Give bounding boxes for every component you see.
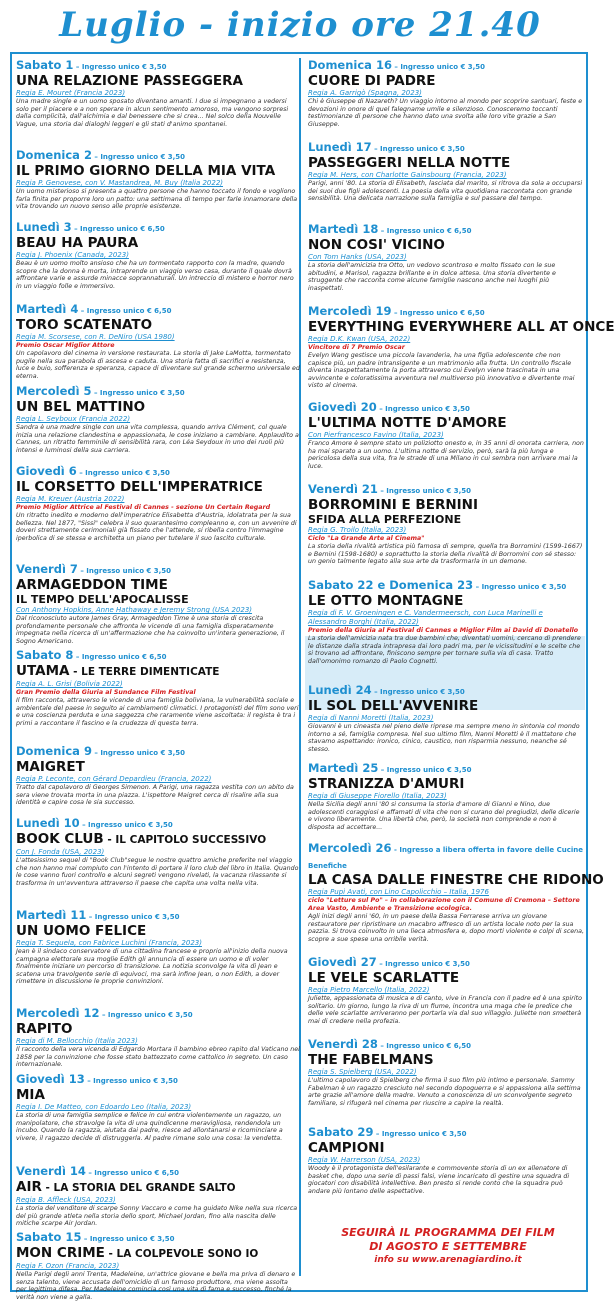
- film-date-label: Giovedì 13: [16, 1072, 85, 1086]
- film-date-label: Sabato 22 e Domenica 23: [308, 578, 474, 592]
- film-date: [16, 744, 300, 760]
- film-description: La storia di una famiglia semplice e felice in cui entra violentemente un ragazzo, un manipolatore, che stravolge la vita di una quindicenne meravigliosa, rendendola un incubo. Quando la ragazza, aiutata dai padre, riesce ad allontanarsi e ricominciare a vivere, il ragazzo decide di distruggerla. Al padre rimane solo una cosa: la vendetta.: [16, 1112, 283, 1142]
- film-title-text: LA CASA DALLE FINESTRE CHE RIDONO: [308, 872, 604, 888]
- film-date-label: Domenica 9: [16, 744, 92, 758]
- film-entry: [308, 578, 584, 683]
- film-title-text: STRANIZZA D'AMURI: [308, 776, 465, 792]
- film-credit: Regia M. Kreuer (Austria 2022): [16, 495, 125, 503]
- film-title: [308, 872, 604, 888]
- film-entry: [308, 683, 584, 761]
- film-title: [16, 578, 300, 593]
- film-credit: Con J. Fonda (USA, 2023): [16, 848, 105, 856]
- film-date: [16, 1164, 300, 1180]
- film-title-text: IL CORSETTO DELL'IMPERATRICE: [16, 479, 263, 495]
- film-description: Evelyn Wang gestisce una piccola lavanderia, ha una figlia adolescente che non capisce più, un padre intransigente e un matrimonio alla frutta. Un controllo fiscale diventa inaspettatamente la porta attraverso cui Evelyn viene trascinata in una avvincente e coloratissima avventura nel multiverso più innovativo e divertente mai visto al cinema.: [308, 352, 575, 390]
- film-price: – Ingresso unico € 3,50: [373, 1130, 467, 1138]
- film-entry: [16, 384, 300, 464]
- film-description: Agli inizi degli anni '60, in un paese della Bassa Ferrarese arriva un giovane restauratore per ripristinare un macabro affresco di un artista locale noto per la sua pazzia. Si trova coinvolto in una lieca atmosfera e, dopo morti violente e colpi di scena, scopre a sue spese una orribile verità.: [308, 913, 585, 943]
- film-price: – Ingresso unico € 6,50: [377, 1042, 472, 1050]
- film-title: [16, 318, 300, 333]
- film-entry: [16, 744, 300, 816]
- film-entry: [16, 816, 300, 908]
- film-description: Tratto dal capolavoro di Georges Simenon. A Parigi, una ragazza vestita con un abito da sera viene trovata morta in una piazza. L'ispettore Maigret cerca di risalire alla sua identità e capire cosa le sia successo.: [16, 784, 294, 807]
- film-title-text: CUORE DI PADRE: [308, 73, 436, 89]
- film-price: – Ingresso unico € 6,50: [85, 1169, 180, 1177]
- film-title: [308, 699, 584, 714]
- film-credit: Regia F. Ozon (Francia, 2023): [16, 1262, 120, 1270]
- film-date: [308, 955, 584, 971]
- film-title: [16, 480, 300, 495]
- film-subtitle: - LA COLPEVOLE SONO IO: [104, 1248, 259, 1260]
- film-title: [16, 1022, 300, 1037]
- film-price: – Ingresso unico € 6,50: [78, 307, 172, 315]
- film-price: – Ingresso unico € 6,50: [378, 227, 472, 235]
- film-credit: Regia B. Affleck (USA, 2023): [16, 1196, 116, 1204]
- film-date-label: Sabato 29: [308, 1125, 374, 1139]
- film-title: [308, 1141, 584, 1156]
- film-description: Juliette, appassionata di musica e di canto, vive in Francia con il padre ed è una spirito solitario. Un giorno, lungo la riva di un fiume, incontra una maga che le predice che delle vele scarlatte arriveranno per portarla via dal suo villaggio. Juliette non smetterà mai di credere nella profezia.: [308, 995, 582, 1025]
- film-title: [16, 400, 300, 415]
- film-credit: Regia E. Mouret (Francia 2023): [16, 89, 126, 97]
- film-date-label: Lunedì 24: [308, 683, 372, 697]
- film-date-label: Giovedì 20: [308, 400, 377, 414]
- film-date: [308, 578, 584, 594]
- film-credit: Regia G. Troilo (Italia, 2023): [308, 526, 407, 534]
- film-entry: [308, 58, 584, 140]
- film-price: – Ingresso unico € 3,50: [473, 583, 567, 591]
- film-title: [16, 924, 300, 939]
- film-title-text: BORROMINI E BERNINI: [308, 497, 478, 513]
- film-date-label: Martedì 25: [308, 761, 379, 775]
- film-title: [16, 74, 300, 89]
- film-title-text: CAMPIONI: [308, 1140, 385, 1156]
- film-date: [16, 148, 300, 164]
- film-date-label: Mercoledì 12: [16, 1006, 100, 1020]
- film-title-text: TORO SCATENATO: [16, 317, 153, 333]
- film-title-text: PASSEGGERI NELLA NOTTE: [308, 155, 511, 171]
- film-description: Nella Sicilia degli anni '80 si consuma la storia d'amore di Gianni e Nino, due adolescenti coraggiosi e affamati di vita che non si curano dei pregiudizi, delle dicerie e vivono liberamente. Una libertà che, però, la società non comprende e non è disposta ad accettare...: [308, 801, 580, 831]
- film-title-text: EVERYTHING EVERYWHERE ALL AT ONCE: [308, 319, 615, 335]
- film-date-label: Venerdì 7: [16, 562, 78, 576]
- film-title-text: AIR: [16, 1179, 42, 1195]
- film-credit: Regia D.K. Kwan (USA, 2022): [308, 335, 411, 343]
- film-title: [16, 1088, 300, 1103]
- film-date: [16, 908, 300, 924]
- film-title-text: LE VELE SCARLATTE: [308, 970, 460, 986]
- film-credit: Regia W. Harrerson (USA, 2023): [308, 1156, 421, 1164]
- film-credit: Regia A. L. Grisi (Bolivia 2022): [16, 680, 123, 688]
- film-title: [308, 777, 584, 792]
- film-date-label: Venerdì 21: [308, 482, 378, 496]
- film-date-label: Venerdì 28: [308, 1037, 378, 1051]
- film-date-label: Domenica 2: [16, 148, 92, 162]
- film-description: L'attesissimo sequel di "Book Club"segue le nostre quattro amiche preferite nel viaggio che non hanno mai compiuto con l'intento di portare il loro club del libro in Italia. Quando le cose vanno fuori controllo e alcuni segreti vengono rivelati, la vacanza rilassante si trasforma in un'avventura attraverso il paese che capita una volta nella vita.: [16, 857, 299, 887]
- film-description: Nella Parigi degli anni Trenta, Madeleine, un'attrice giovane e bella ma priva di denaro e senza talento, viene accusata dell'omicidio di un famoso produttore, ma viene assolta per legittima difesa. Per Madeleine comincia così una vita di fama e successo, finché la verità non viene a galla.: [16, 1271, 296, 1301]
- film-date-label: Sabato 8: [16, 648, 74, 662]
- film-title: [308, 1053, 584, 1068]
- film-entry: [308, 1125, 584, 1213]
- film-date: [308, 683, 584, 699]
- film-description: La storia dell'amicizia tra Otto, un vedovo scontroso e molto fissato con le sue abitudini, e Marisol, ragazza brillante e in dolce attesa. Una storia divertente e struggente che racconta come alcune famiglie nascono anche nei luoghi più inaspettati.: [308, 262, 556, 292]
- film-credit: Regia M. Scorsese, con R. DeNiro (USA 1980): [16, 333, 175, 341]
- film-price: – Ingresso unico € 3,50: [376, 960, 470, 968]
- film-description: Un capolavoro del cinema in versione restaurata. La storia di Jake LaMotta, tormentato pugile nella sua parabola di ascesa e caduta. Una storia fatta di sacrifici e resistenza, luce e buio, sofferenza e speranza, capace di diventare sul grande schermo universale ed eterna.: [16, 350, 300, 380]
- film-award: Gran Premio della Giuria al Sundance Film Festival: [16, 689, 196, 696]
- film-date: [308, 482, 584, 498]
- film-description: Una madre single e un uomo sposato diventano amanti. I due si impegnano a vedersi solo per il piacere e a non sperare in alcun sentimento amoroso, ma vengono sorpresi dalla complicità, dall'alchimia e dal benessere che si crea... Nel solco della Nouvelle Vague, una storia dai dialoghi leggeri e gli stati d'animo spontanei.: [16, 98, 289, 128]
- film-credit: Regia P. Genovese, con V. Mastandrea, M. Buy (Italia 2022): [16, 179, 224, 187]
- film-credit: Con Pierfrancesco Favino (Italia, 2023): [308, 431, 444, 439]
- film-title: [308, 416, 584, 431]
- film-price: – Ingresso unico € 3,50: [91, 749, 186, 757]
- right-column: [308, 58, 615, 1288]
- film-entry: [16, 148, 300, 220]
- film-credit: Regia di M. Bellocchio (Italia 2023): [16, 1037, 138, 1045]
- film-credit-cont: Alessandro Borghi (Italia, 2022): [308, 618, 419, 626]
- film-title: [308, 319, 615, 335]
- film-description: La storia dell'amicizia nata tra due bambini che, diventati uomini, cercano di prendere le distanze dalla strada intrapresa dai loro padri ma, per le vicissitudini e le scelte che si trovano ad affrontare, finiscono sempre per tornare sulla via di casa. Tratto dall'omonimo romanzo di Paolo Cognetti.: [308, 635, 581, 665]
- film-title: [16, 832, 300, 848]
- film-date-label: Venerdì 14: [16, 1164, 86, 1178]
- film-price: – Ingresso unico € 3,50: [376, 405, 470, 413]
- film-title: [308, 156, 584, 171]
- left-column: [16, 58, 300, 1301]
- page-title: Luglio - inizio ore 21.40: [59, 5, 541, 45]
- film-credit: Regia di F. V. Groeningen e C. Vandermeersch, con Luca Marinelli e: [308, 609, 543, 617]
- film-entry: [308, 761, 584, 841]
- film-date-label: Martedì 4: [16, 302, 79, 316]
- film-entry: [16, 562, 300, 648]
- film-price: – Ingresso unico € 3,50: [91, 389, 185, 397]
- film-credit: Con Tom Hanks (USA, 2023): [308, 253, 407, 261]
- film-date-label: Lunedì 17: [308, 140, 372, 154]
- film-title-text: MAIGRET: [16, 759, 85, 775]
- film-title-text: UN UOMO FELICE: [16, 923, 147, 939]
- film-date: [308, 400, 584, 416]
- film-date: [16, 648, 300, 664]
- film-award: ciclo "Letture sul Po" – in collaborazione con il Comune di Cremona – Settore Area Vasto, Ambiente e Transizione ecologica.: [308, 897, 580, 912]
- film-price: – Ingresso unico € 3,50: [371, 145, 465, 153]
- film-date: [16, 816, 300, 832]
- film-date: [16, 58, 300, 74]
- film-title-text: THE FABELMANS: [308, 1052, 434, 1068]
- film-description: Giovanni è un cineasta nel pieno delle riprese ma sempre meno in sintonia col mondo intorno a sé, famiglia compresa. Nel suo ultimo film, Nanni Moretti è il mattatore che stavamo aspettando: ironico, cinico, caustico, non risparmia nessuno, neanche sé stesso.: [308, 723, 580, 753]
- film-title-text: UTAMA: [16, 663, 70, 679]
- film-award: Vincitore di 7 Premio Oscar: [308, 344, 405, 351]
- film-date-label: Giovedì 6: [16, 464, 77, 478]
- film-credit: Regia A. Garrigò (Spagna, 2023): [308, 89, 422, 97]
- film-description: Un ritratto inedito e moderno dell'imperatrice Elisabetta d'Austria, idolatrata per la sua bellezza. Nel 1877, "Sissi" celebra il suo quarantesimo compleanno e, con un avvenire di doveri strettamente cerimoniali già fissato che l'attende, si ribella contro l'immagine iperbolica di se stessa e architetta un piano per tutelare il suo lascito culturale.: [16, 512, 297, 542]
- film-date: [308, 140, 584, 156]
- film-title: [308, 594, 584, 609]
- film-description: Parigi, anni '80. La storia di Elisabeth, lasciata dal marito, si ritrova da sola a occuparsi dei suoi due figli adolescenti. La poesia della vita quotidiana raccontata con grande sensibilità. Una delicata narrazione sulla famiglia e sul passare del tempo.: [308, 180, 583, 203]
- film-description: Franco Amore è sempre stato un poliziotto onesto e, in 35 anni di onorata carriera, non ha mai sparato a un uomo. L'ultima notte di servizio, però, sarà la più lunga e pericolosa della sua vita, fra le strade di una Milano in cui sembra non arrivare mai la luce.: [308, 440, 584, 470]
- film-date: [16, 1072, 300, 1088]
- film-date: [308, 58, 584, 74]
- film-title-text: UN BEL MATTINO: [16, 399, 146, 415]
- film-subtitle-line: SFIDA ALLA PERFEZIONE: [308, 513, 462, 526]
- film-price: – Ingresso unico € 3,50: [391, 63, 486, 71]
- film-date: [308, 841, 584, 873]
- film-price: – Ingresso unico € 3,50: [91, 153, 186, 161]
- film-date: [308, 1125, 584, 1141]
- film-price: – Ingresso unico € 3,50: [371, 688, 465, 696]
- film-price: – Ingresso unico € 3,50: [378, 766, 472, 774]
- film-title: [308, 238, 584, 253]
- film-title-text: L'ULTIMA NOTTE D'AMORE: [308, 415, 507, 431]
- film-date: [16, 1230, 300, 1246]
- film-entry: [16, 1006, 300, 1072]
- film-description: Il film racconta, attraverso le vicende di una famiglia boliviana, la vulnerabilità sociale e ambientale del paese in seguito ai cambiamenti climatici. I protagonisti del film sono veri e una coscienza perduta e una saggezza che raramente viene ascoltata: il regista è tra i primi a raccontare il fascino e la crudezza di questa terra.: [16, 697, 299, 727]
- film-entry: [16, 1164, 300, 1230]
- film-price: – Ingresso unico € 3,50: [79, 821, 173, 829]
- film-entry: [308, 1037, 584, 1125]
- film-date-label: Lunedì 10: [16, 816, 80, 830]
- film-entry: [308, 955, 584, 1037]
- film-description: L'ultimo capolavoro di Spielberg che firma il suo film più intimo e personale. Sammy Fabelman è un ragazzo cresciuto nel secondo dopoguerra e si appassiona alla settima arte grazie all'amore della madre. Venuto a conoscenza di un sconvolgente segreto familiare, si rifugerà nel cinema per riuscire a capire la realtà.: [308, 1077, 581, 1107]
- film-title: [308, 498, 584, 513]
- film-entry: [16, 302, 300, 384]
- film-entry: [308, 222, 584, 304]
- film-entry: [16, 648, 300, 744]
- film-date: [16, 464, 300, 480]
- film-date: [308, 304, 584, 320]
- film-date-label: Mercoledì 19: [308, 304, 392, 318]
- film-title-text: MON CRIME: [16, 1245, 105, 1261]
- film-title: [308, 74, 584, 89]
- film-entry: [16, 464, 300, 562]
- film-date-label: Giovedì 27: [308, 955, 377, 969]
- film-description: Il racconto della vera vicenda di Edgardo Mortara il bambino ebreo rapito dal Vaticano nel 1858 per la convinzione che fosse stato battezzato come cattolico in segreto. Un caso internazionale.: [16, 1046, 300, 1069]
- film-date: [308, 761, 584, 777]
- film-credit: Regia J. Phoenix (Canada, 2023): [16, 251, 129, 259]
- film-title: [16, 760, 300, 775]
- film-title: [16, 664, 300, 680]
- film-date-label: Martedì 11: [16, 908, 87, 922]
- film-title-text: RAPITO: [16, 1021, 73, 1037]
- footer-line-2: DI AGOSTO E SETTEMBRE: [369, 1240, 527, 1253]
- film-date: [16, 562, 300, 578]
- film-date: [308, 1037, 584, 1053]
- film-title-text: BEAU HA PAURA: [16, 235, 139, 251]
- film-price: – Ingresso unico € 3,50: [76, 469, 170, 477]
- film-description: Chi è Giuseppe di Nazareth? Un viaggio intorno al mondo per scoprire santuari, feste e devozioni in onore di quel falegname umile e silenzioso. Conosceremo toccanti testimonianze di persone che hanno dato una svolta alle loro vite grazie a San Giuseppe.: [308, 98, 583, 128]
- film-title-text: BOOK CLUB: [16, 831, 104, 847]
- footer-website-link[interactable]: info su www.arenagiardino.it: [374, 1255, 522, 1265]
- film-credit: Regia L. Seyboux (Francia 2022): [16, 415, 131, 423]
- film-date: [308, 222, 584, 238]
- film-entry: [308, 400, 584, 482]
- film-price: – Ingresso unico € 3,50: [81, 1235, 175, 1243]
- film-date-label: Mercoledì 5: [16, 384, 92, 398]
- film-title-text: UNA RELAZIONE PASSEGGERA: [16, 73, 243, 89]
- film-entry: [16, 1072, 300, 1164]
- film-date-label: Mercoledì 26: [308, 841, 392, 855]
- film-title-text: IL SOL DELL'AVVENIRE: [308, 698, 479, 714]
- film-date: [16, 302, 300, 318]
- film-award: Premio Oscar Miglior Attore: [16, 342, 115, 349]
- film-title: [16, 1180, 300, 1196]
- film-description: Jean è il sindaco conservatore di una cittadina francese e proprio all'inizio della nuova campagna elettorale sua moglie Edith gli annuncia di essere un uomo e di voler finalmente iniziare un percorso di transizione. La notizia sconvolge la vita di Jean e scatena una travolgente serie di equivoci, ma sarà infine Jean, o non Edith, a dover rimettere in discussione le proprie convinzioni.: [16, 948, 288, 986]
- film-date-label: Domenica 16: [308, 58, 392, 72]
- film-entry: [16, 908, 300, 1006]
- film-description: La storia del venditore di scarpe Sonny Vaccaro e come ha guidato Nike nella sua ricerca del più grande atleta nella storia dello sport, Michael Jordan, fino alla nascita delle mitiche scarpe Air Jordan.: [16, 1205, 298, 1228]
- film-title: [16, 164, 300, 179]
- film-entry: [16, 1230, 300, 1314]
- film-entry: [308, 482, 584, 578]
- film-price: – Ingresso unico € 3,50: [377, 487, 472, 495]
- film-date-label: Lunedì 3: [16, 220, 72, 234]
- film-entry: [16, 220, 300, 302]
- film-price: – Ingresso unico € 3,50: [77, 567, 172, 575]
- film-description: Dal riconosciuto autore James Gray, Armageddon Time è una storia di crescita profondamente personale che affronta le vicende di una famiglia disperatamente impegnata nella ricerca di un'affermazione che ha coinvolto un'intera generazione, il Sogno Americano.: [16, 615, 285, 645]
- film-award: Premio Miglior Attrice al Festival di Cannes - sezione Un Certain Regard: [16, 504, 271, 511]
- film-title-text: MIA: [16, 1087, 45, 1103]
- film-price: – Ingresso unico € 6,50: [391, 309, 485, 317]
- film-title-text: NON COSI' VICINO: [308, 237, 445, 253]
- film-subtitle: - LA STORIA DEL GRANDE SALTO: [41, 1182, 236, 1194]
- film-date-label: Martedì 18: [308, 222, 379, 236]
- film-title: [16, 236, 300, 251]
- film-credit: Regia P. Leconte, con Gérard Depardieu (Francia, 2022): [16, 775, 212, 783]
- film-title-text: LE OTTO MONTAGNE: [308, 593, 464, 609]
- film-title: [16, 1246, 300, 1262]
- film-entry: [16, 58, 300, 148]
- film-price: – Ingresso unico € 6,50: [71, 225, 165, 233]
- film-entry: [308, 304, 615, 400]
- film-credit: Regia S. Spielberg (USA, 2022): [308, 1068, 417, 1076]
- film-title-text: ARMAGEDDON TIME: [16, 577, 168, 593]
- film-price: – Ingresso unico € 3,50: [73, 63, 167, 71]
- film-subtitle-line: IL TEMPO DELL'APOCALISSE: [16, 593, 189, 606]
- film-date: [16, 1006, 300, 1022]
- film-credit: Regia Pietro Marcello (Italia, 2022): [308, 986, 430, 994]
- film-entry: [308, 841, 604, 955]
- film-subtitle: - IL CAPITOLO SUCCESSIVO: [103, 834, 267, 846]
- film-description: Un uomo misterioso si presenta a quattro persone che hanno toccato il fondo e vogliono farla finita per proporre loro un patto: una settimana di tempo per farle innamorare della vita trovando un nuovo senso alle proprie esistenze.: [16, 188, 298, 211]
- film-description: Sandra è una madre single con una vita complessa, quando arriva Clément, col quale inizia una relazione clandestina e appassionata, le cose iniziano a cambiare. Applaudito a Cannes, un ritratto femminile di sensibilità rara, con Léa Seydoux in uno dei ruoli più intensi e luminosi della sua carriera.: [16, 424, 299, 454]
- film-entry: [308, 140, 584, 222]
- footer-line-1: SEGUIRÀ IL PROGRAMMA DEI FILM: [341, 1226, 555, 1239]
- film-date: [16, 220, 300, 236]
- film-price: – Ingresso unico € 6,50: [73, 653, 167, 661]
- film-credit: Regia di Giuseppe Fiorello (Italia, 2023): [308, 792, 447, 800]
- film-title-text: IL PRIMO GIORNO DELLA MIA VITA: [16, 163, 276, 179]
- film-description: Woody è il protagonista dell'esilarante e commovente storia di un ex allenatore di basket che, dopo una serie di passi falsi, viene incaricato di gestire una squadra di giocatori con disabilità intellettive. Ben presto si rende conto che la squadra può andare più lontano delle aspettative.: [308, 1165, 570, 1195]
- film-credit: Con Anthony Hopkins, Anne Hathaway e Jeremy Strong (USA 2023): [16, 606, 253, 614]
- film-subtitle: - LE TERRE DIMENTICATE: [69, 666, 220, 678]
- film-credit: Regia di Nanni Moretti (Italia, 2023): [308, 714, 434, 722]
- film-credit: Regia T. Seguela, con Fabrice Luchini (Francia, 2023): [16, 939, 202, 947]
- film-credit: Regia Pupi Avati, con Lino Capolicchio – Italia, 1976: [308, 888, 489, 896]
- film-price: – Ingresso unico € 3,50: [99, 1011, 193, 1019]
- film-description: Beau è un uomo molto ansioso che ha un tormentato rapporto con la madre, quando scopre che la donna è morta, intraprende un viaggio verso casa, durante il quale dovrà affrontare varie e assurde minacce soprannaturali. Un intreccio di mistero e horror nero in un viaggio folle e immersivo.: [16, 260, 294, 290]
- film-credit: Regia M. Hers, con Charlotte Gainsbourg (Francia, 2023): [308, 171, 507, 179]
- film-date-label: Sabato 15: [16, 1230, 82, 1244]
- film-date: [16, 384, 300, 400]
- film-award: Premio della Giuria al Festival di Cannes e Miglior Film ai David di Donatello: [308, 627, 579, 634]
- film-description: La storia della rivalità artistica più famosa di sempre, quella tra Borromini (1599-1667) e Bernini (1598-1680) e soprattutto la storia della rivalità di Borromini con sé stesso: un genio talmente legato alla sua arte da trasformarla in un demone.: [308, 543, 583, 566]
- film-price: - Ingresso a libera offerta in favore delle Cucine Benefiche: [308, 846, 583, 870]
- film-title: [308, 971, 584, 986]
- film-credit: Regia I. De Matteo, con Edoardo Leo (Italia, 2023): [16, 1103, 192, 1111]
- film-date-label: Sabato 1: [16, 58, 74, 72]
- film-award: Ciclo "La Grande Arte al Cinema": [308, 535, 425, 542]
- footer-note: [312, 1226, 584, 1266]
- film-price: – Ingresso unico € 3,50: [84, 1077, 178, 1085]
- film-price: – Ingresso unico € 3,50: [86, 913, 180, 921]
